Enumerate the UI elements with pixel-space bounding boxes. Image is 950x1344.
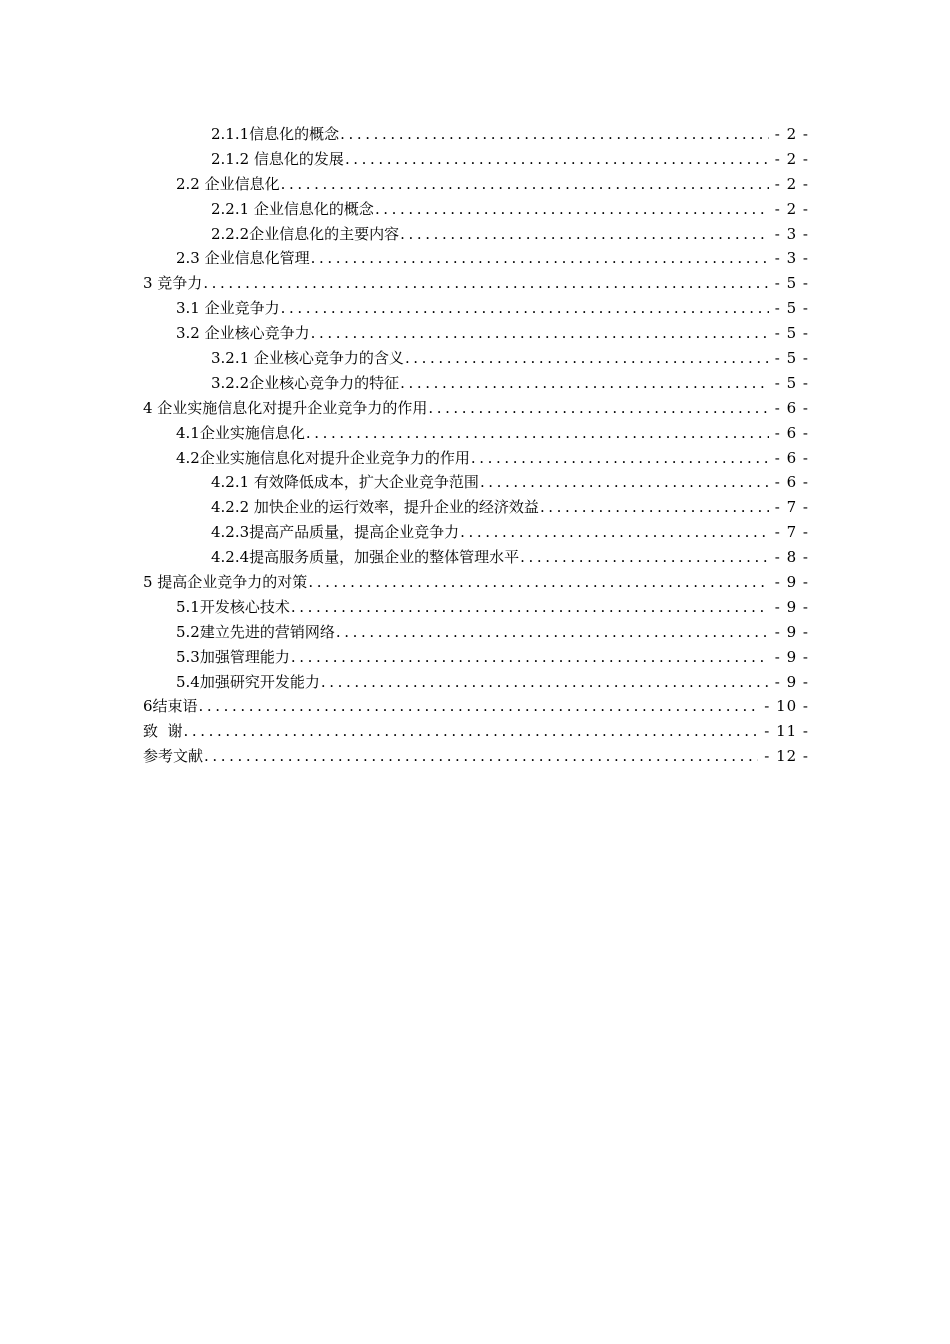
toc-entry-page: - 5 - [774, 349, 809, 368]
toc-entry-label: 3.2 企业核心竞争力 [176, 324, 310, 343]
toc-entry-label: 2.1.2 信息化的发展 [211, 149, 344, 168]
toc-dot-leader [428, 396, 768, 421]
toc-entry-label: 5.2建立先进的营销网络 [176, 622, 335, 641]
toc-entry-page: - 9 - [774, 672, 809, 691]
toc-entry-label: 5 提高企业竞争力的对策 [143, 573, 308, 592]
toc-entry-2-1-2[interactable] [0, 147, 950, 172]
toc-entry-page: - 6 - [774, 448, 809, 467]
toc-entry-5-2[interactable] [0, 620, 950, 645]
toc-dot-leader [199, 694, 759, 719]
toc-dot-leader [400, 371, 769, 396]
toc-entry-page: - 2 - [774, 125, 809, 143]
toc-entry-2-2[interactable] [0, 172, 950, 197]
toc-dot-leader [311, 321, 769, 346]
toc-entry-5[interactable] [0, 570, 950, 595]
toc-entry-page: - 5 - [774, 274, 809, 293]
toc-entry-page: - 3 - [774, 249, 809, 268]
toc-dot-leader [540, 495, 769, 520]
toc-entry-4-2[interactable] [0, 446, 950, 471]
toc-entry-label: 2.2.2企业信息化的主要内容 [211, 224, 400, 243]
toc-entry-2-3[interactable] [0, 246, 950, 271]
toc-dot-leader [308, 570, 768, 595]
toc-entry-4-1[interactable] [0, 421, 950, 446]
toc-dot-leader [336, 620, 769, 645]
toc-entry-4-2-1[interactable] [0, 470, 950, 495]
toc-entry-label: 致 谢 [143, 722, 183, 741]
toc-entry-label: 4.2.3提高产品质量，提高企业竞争力 [211, 523, 460, 542]
toc-dot-leader [460, 520, 769, 545]
toc-entry-page: - 7 - [774, 498, 809, 517]
toc-entry-6[interactable] [0, 694, 950, 719]
toc-entry-page: - 6 - [774, 423, 809, 442]
toc-entry-3-1[interactable] [0, 296, 950, 321]
toc-dot-leader [291, 595, 769, 620]
toc-entry-label: 4.2企业实施信息化对提升企业竞争力的作用 [176, 448, 470, 467]
toc-dot-leader [311, 246, 769, 271]
toc-entry-label: 6结束语 [143, 697, 198, 716]
toc-entry-4-2-3[interactable] [0, 520, 950, 545]
toc-entry-page: - 9 - [774, 573, 809, 592]
toc-dot-leader [306, 421, 769, 446]
toc-dot-leader [340, 122, 769, 147]
toc-dot-leader [321, 670, 769, 695]
toc-entry-4[interactable] [0, 396, 950, 421]
toc-entry-page: - 12 - [764, 747, 809, 766]
toc-entry-page: - 2 - [774, 199, 809, 218]
toc-dot-leader [471, 446, 769, 471]
toc-entry-page: - 5 - [774, 299, 809, 318]
toc-entry-5-3[interactable] [0, 645, 950, 670]
toc-entry-5-4[interactable] [0, 670, 950, 695]
toc-entry-4-2-2[interactable] [0, 495, 950, 520]
toc-entry-label: 2.3 企业信息化管理 [176, 249, 310, 268]
toc-dot-leader [375, 197, 769, 222]
toc-entry-label: 4.2.4提高服务质量，加强企业的整体管理水平 [211, 548, 520, 567]
toc-entry-page: - 5 - [774, 324, 809, 343]
toc-entry-label: 4.2.2 加快企业的运行效率，提升企业的经济效益 [211, 498, 539, 517]
toc-entry-acknowledgements[interactable] [0, 719, 950, 744]
toc-dot-leader [281, 172, 769, 197]
toc-entry-page: - 3 - [774, 224, 809, 243]
toc-entry-2-2-1[interactable] [0, 197, 950, 222]
toc-entry-page: - 9 - [774, 622, 809, 641]
toc-dot-leader [184, 719, 759, 744]
toc-dot-leader [291, 645, 769, 670]
toc-dot-leader [520, 545, 769, 570]
toc-entry-2-2-2[interactable] [0, 222, 950, 247]
toc-entry-page: - 2 - [774, 149, 809, 168]
toc-entry-label: 3.2.1 企业核心竞争力的含义 [211, 349, 404, 368]
toc-dot-leader [203, 271, 768, 296]
toc-entry-label: 2.2.1 企业信息化的概念 [211, 199, 374, 218]
toc-entry-page: - 5 - [774, 373, 809, 392]
toc-entry-label: 2.1.1信息化的概念 [211, 125, 340, 143]
toc-entry-page: - 10 - [764, 697, 809, 716]
toc-entry-label: 5.1开发核心技术 [176, 597, 290, 616]
toc-dot-leader [400, 222, 769, 247]
toc-entry-page: - 6 - [774, 398, 809, 417]
toc-dot-leader [345, 147, 769, 172]
toc-entry-page: - 2 - [774, 174, 809, 193]
toc-entry-page: - 9 - [774, 597, 809, 616]
toc-entry-page: - 6 - [774, 473, 809, 492]
toc-entry-label: 4.2.1 有效降低成本，扩大企业竞争范围 [211, 473, 479, 492]
table-of-contents [0, 122, 950, 769]
toc-entry-page: - 9 - [774, 647, 809, 666]
toc-dot-leader [480, 470, 769, 495]
toc-entry-label: 3 竞争力 [143, 274, 203, 293]
toc-entry-label: 5.3加强管理能力 [176, 647, 290, 666]
toc-entry-5-1[interactable] [0, 595, 950, 620]
toc-entry-references[interactable] [0, 744, 950, 769]
toc-entry-3-2-1[interactable] [0, 346, 950, 371]
toc-entry-3-2-2[interactable] [0, 371, 950, 396]
toc-entry-label: 2.2 企业信息化 [176, 174, 280, 193]
toc-entry-label: 4.1企业实施信息化 [176, 423, 305, 442]
toc-entry-3-2[interactable] [0, 321, 950, 346]
toc-entry-page: - 8 - [774, 548, 809, 567]
toc-entry-label: 3.2.2企业核心竞争力的特征 [211, 373, 400, 392]
toc-entry-4-2-4[interactable] [0, 545, 950, 570]
toc-dot-leader [405, 346, 769, 371]
toc-entry-page: - 11 - [764, 722, 809, 741]
toc-entry-label: 3.1 企业竞争力 [176, 299, 280, 318]
toc-dot-leader [204, 744, 758, 769]
toc-entry-page: - 7 - [774, 523, 809, 542]
toc-entry-2-1-1[interactable] [0, 122, 950, 147]
toc-entry-label: 5.4加强研究开发能力 [176, 672, 320, 691]
toc-dot-leader [281, 296, 769, 321]
toc-entry-label: 参考文献 [143, 747, 204, 766]
toc-entry-3[interactable] [0, 271, 950, 296]
toc-entry-label: 4 企业实施信息化对提升企业竞争力的作用 [143, 398, 428, 417]
